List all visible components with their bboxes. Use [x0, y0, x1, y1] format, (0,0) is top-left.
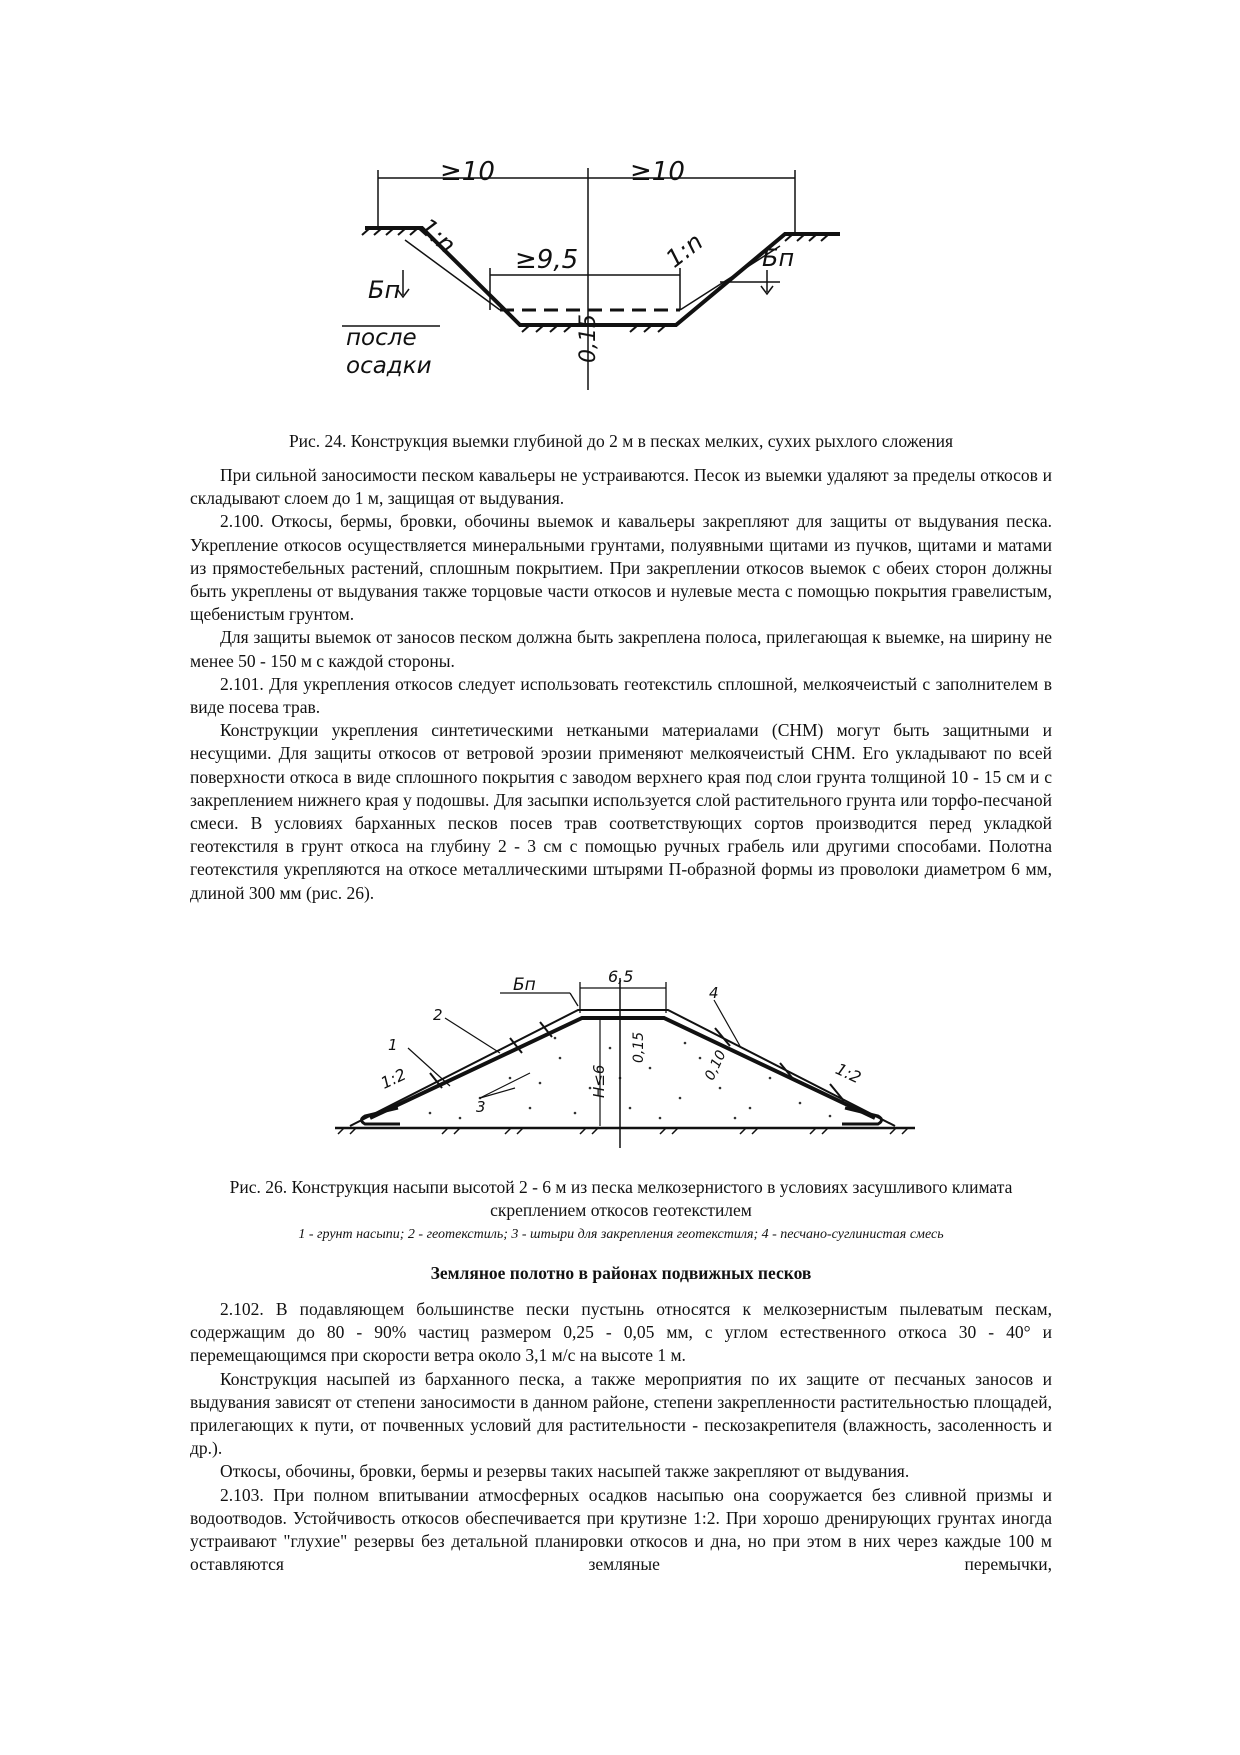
fig26-bp: Бп: [513, 975, 536, 995]
paragraph: При сильной заносимости песком кавальеры не устраиваются. Песок из выемки удаляют за пределы откосов и складывают слоем до 1 м, защищая от выдувания.: [190, 465, 1052, 509]
figure-26-svg: [330, 958, 920, 1158]
fig26-label-3: 3: [476, 1098, 486, 1116]
paragraph: Конструкция насыпей из барханного песка, а также мероприятия по их защите от песчаных заносов и выдувания зависят от степени заносимости в данном районе, степени закрепленности растительностью площадей, прилегающих к пути, от почвенных условий для растительности - пескозакрепителя (влажность, засоленность и др.).: [190, 1368, 1052, 1459]
paragraph: 2.100. Откосы, бермы, бровки, обочины выемок и кавальеры закрепляют для защиты от выдувания песка. Укрепление откосов осуществляется минеральными грунтами, полуявными щитами из пучков, щитами и матами из прямостебельных растений, сплошным покрытием. При закреплении откосов выемок с обеих сторон должны быть укреплены от выдувания также торцовые части откосов и нулевые места с помощью покрытия гравелистым, щебенистым грунтом.: [190, 511, 1052, 625]
fig24-slope-left: 1:n: [413, 212, 462, 260]
fig26-layer: 0,15: [631, 1031, 647, 1063]
fig24-depth: 0,15: [576, 314, 601, 363]
fig24-bp-left: Бп: [368, 276, 401, 304]
fig24-dim-right: ≥10: [630, 157, 685, 187]
fig26-top-width: 6,5: [608, 967, 634, 986]
fig24-settle-1: после: [346, 325, 417, 351]
paragraph: 2.102. В подавляющем большинстве пески пустынь относятся к мелкозернистым пылеватым пескам, содержащим до 80 - 90% частиц размером 0,25 - 0,05 мм, с углом естественного откоса 30 - 40° и перемещающимся при скорости ветра около 3,1 м/с на высоте 1 м.: [190, 1299, 1052, 1366]
text-block-1: [190, 464, 1052, 905]
fig26-height: H≤6: [590, 1064, 608, 1098]
fig24-settle-2: осадки: [346, 353, 432, 379]
figure-24-svg: [340, 150, 840, 400]
fig26-label-2: 2: [433, 1006, 443, 1024]
paragraph: Для защиты выемок от заносов песком должна быть закреплена полоса, прилегающая к выемке, на ширину не менее 50 - 150 м с каждой стороны.: [190, 627, 1052, 671]
figure-26-legend: 1 - грунт насыпи; 2 - геотекстиль; 3 - штыри для закрепления геотекстиля; 4 - песчано-суглинистая смесь: [298, 1227, 944, 1242]
fig26-label-1: 1: [388, 1036, 398, 1054]
fig24-slope-right: 1:n: [660, 227, 709, 274]
fig26-slope-right: 1:2: [832, 1059, 865, 1088]
paragraph: 2.103. При полном впитывании атмосферных осадков насыпью она сооружается без сливной призмы и водоотводов. Устойчивость откосов обеспечивается при крутизне 1:2. При хорошо дренирующих грунтах иногда устраивают "глухие" резервы без детальной планировки откосов и дна, но при этом в них через каждые 100 м оставляются земляные перемычки,: [190, 1484, 1052, 1575]
paragraph: Конструкции укрепления синтетическими неткаными материалами (СНМ) могут быть защитными и несущими. Для защиты откосов от ветровой эрозии применяют мелкоячеистый СНМ. Его укладывают по всей поверхности откоса в виде сплошного покрытия с заводом верхнего края под слои грунта толщиной 10 - 15 см и с закреплением нижнего края у подошвы. Для засыпки используется слой растительного грунта или торфо-песчаной смеси. В условиях барханных песков посев трав соответствующих сортов производится перед укладкой геотекстиля в грунт откоса на глубину 2 - 3 см с помощью ручных грабель или другими способами. Полотна геотекстиля укрепляются на откосе металлическими штырями П-образной формы из проволоки диаметром 6 мм, длиной 300 мм (рис. 26).: [190, 720, 1052, 903]
fig24-dim-bottom: ≥9,5: [515, 245, 579, 275]
figure-24-cut-diagram: [340, 150, 840, 400]
fig26-layer-slope: 0,10: [701, 1047, 730, 1083]
fig26-label-4: 4: [709, 984, 719, 1002]
figure-26-caption: Рис. 26. Конструкция насыпи высотой 2 - 6 м из песка мелкозернистого в условиях засушливого климата скреплением откосов геотекстилем: [229, 1177, 1013, 1220]
fig24-bp-right: Бп: [762, 244, 795, 272]
fig26-slope-left: 1:2: [377, 1064, 410, 1093]
fig24-dim-left: ≥10: [440, 157, 495, 187]
section-heading: Земляное полотно в районах подвижных песков: [430, 1263, 812, 1283]
text-block-2: [190, 1298, 1052, 1576]
paragraph: Откосы, обочины, бровки, бермы и резервы таких насыпей также закрепляют от выдувания.: [220, 1461, 910, 1482]
figure-26-embankment-diagram: [330, 958, 920, 1158]
figure-24-caption: Рис. 24. Конструкция выемки глубиной до 2 м в песках мелких, сухих рыхлого сложения: [288, 431, 954, 451]
paragraph: 2.101. Для укрепления откосов следует использовать геотекстиль сплошной, мелкоячеистый с заполнителем в виде посева трав.: [190, 673, 1052, 718]
